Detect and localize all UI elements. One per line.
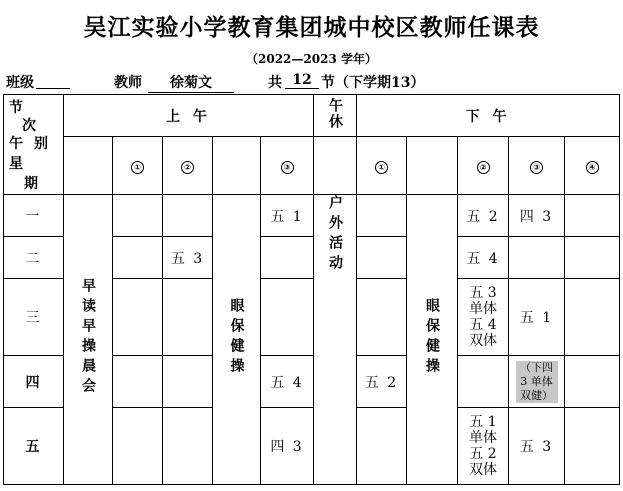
schedule-cell <box>113 356 163 408</box>
school-year: （2022—2023 学年） <box>246 52 377 66</box>
schedule-cell <box>357 408 407 485</box>
schedule-cell <box>163 356 213 408</box>
teacher-name: 徐菊文 <box>170 75 212 91</box>
schedule-cell: 五 4 <box>261 356 314 408</box>
teacher-info-line <box>6 72 616 90</box>
schedule-cell <box>357 279 407 356</box>
day-label: 三 <box>4 279 64 356</box>
period-am-1: ① <box>113 137 163 195</box>
period-pm-2: ② <box>458 137 509 195</box>
schedule-cell: 五 4 <box>458 237 509 279</box>
schedule-cell <box>163 195 213 237</box>
schedule-cell: 五 3 <box>509 408 565 485</box>
schedule-cell <box>565 237 620 279</box>
outdoor-merged: 户外活动 <box>314 195 357 485</box>
schedule-cell: 四 3 <box>261 408 314 485</box>
period-am-3: ③ <box>261 137 314 195</box>
schedule-cell: 五 1 单体 五 2 双体 <box>458 408 509 485</box>
schedule-cell: 五 3 <box>163 237 213 279</box>
schedule-cell <box>565 195 620 237</box>
corner-ci: 次 <box>22 118 36 134</box>
zaodu-merged: 早读早操晨会 <box>64 195 113 485</box>
corner-qi: 期 <box>24 176 38 192</box>
yanbao-am-merged: 眼保健操 <box>213 195 261 485</box>
schedule-cell <box>113 408 163 485</box>
total-suffix: 节（下学期13） <box>321 75 425 91</box>
period-am-2: ② <box>163 137 213 195</box>
schedule-cell: 五 1 <box>509 279 565 356</box>
corner-bie: 别 <box>34 136 48 152</box>
class-value <box>36 72 70 89</box>
schedule-cell <box>458 356 509 408</box>
zaodu-header-blank <box>64 137 113 195</box>
corner-wu: 午 <box>9 136 23 152</box>
schedule-cell <box>357 237 407 279</box>
morning-header: 上 午 <box>64 95 314 137</box>
day-label: 二 <box>4 237 64 279</box>
period-pm-1: ① <box>357 137 407 195</box>
total-count-field <box>285 72 319 89</box>
corner-jie: 节 <box>9 100 23 116</box>
schedule-cell <box>261 279 314 356</box>
noon-break-header: 午休 <box>314 95 357 137</box>
schedule-cell <box>261 237 314 279</box>
period-pm-4: ④ <box>565 137 620 195</box>
schedule-cell <box>113 237 163 279</box>
schedule-cell <box>565 279 620 356</box>
schedule-cell: 五 3 单体 五 4 双体 <box>458 279 509 356</box>
yanbao-am-header-blank <box>213 137 261 195</box>
schedule-cell: 五 2 <box>458 195 509 237</box>
total-count: 12 <box>292 72 312 88</box>
corner-xing: 星 <box>9 156 23 172</box>
day-label: 五 <box>4 408 64 485</box>
noon-break-blank <box>314 137 357 195</box>
yanbao-pm-header-blank <box>407 137 458 195</box>
header-corner <box>4 95 64 195</box>
page-title: 吴江实验小学教育集团城中校区教师任课表 <box>83 14 540 41</box>
day-label: 四 <box>4 356 64 408</box>
day-label: 一 <box>4 195 64 237</box>
schedule-cell: 四 3 <box>509 195 565 237</box>
schedule-cell <box>113 279 163 356</box>
schedule-cell: 五 2 <box>357 356 407 408</box>
schedule-cell: 五 1 <box>261 195 314 237</box>
teacher-label: 教师 <box>114 75 142 91</box>
class-label: 班级 <box>6 75 34 91</box>
schedule-cell <box>113 195 163 237</box>
yanbao-pm-merged: 眼保健操 <box>407 195 458 485</box>
schedule-cell <box>163 279 213 356</box>
schedule-cell-highlighted: （下四 3 单体 双健） <box>509 356 565 408</box>
schedule-cell <box>565 356 620 408</box>
schedule-cell <box>163 408 213 485</box>
afternoon-header: 下 午 <box>357 95 620 137</box>
teacher-name-field <box>148 72 234 93</box>
schedule-table <box>3 94 620 485</box>
total-prefix: 共 <box>268 75 282 91</box>
schedule-cell <box>565 408 620 485</box>
schedule-cell <box>357 195 407 237</box>
schedule-cell <box>509 237 565 279</box>
period-pm-3: ③ <box>509 137 565 195</box>
